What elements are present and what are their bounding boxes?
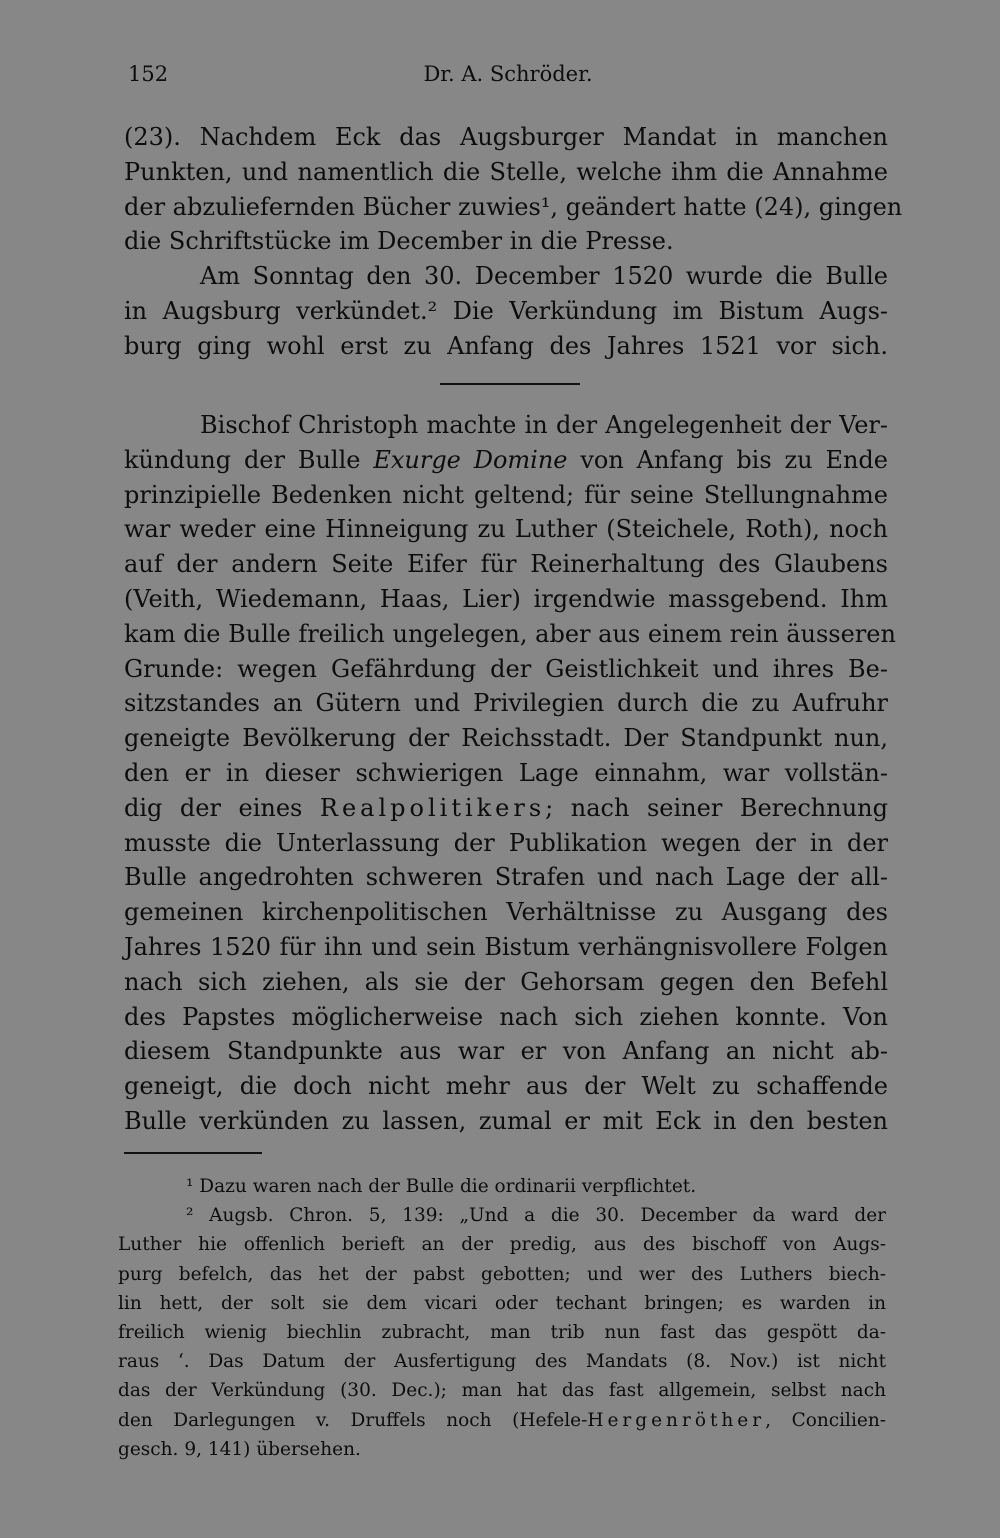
text-line: Bischof Christoph machte in der Angelegenheit der Ver-	[200, 411, 888, 439]
footnote-line: ¹ Dazu waren nach der Bulle die ordinarii verpflichtet.	[186, 1176, 697, 1197]
footnote-line	[118, 1406, 886, 1435]
footnote-line: gesch. 9, 141) übersehen.	[118, 1438, 361, 1460]
text-line: Jahres 1520 für ihn und sein Bistum verhängnisvollere Folgen	[124, 932, 888, 961]
text-line: diesem Standpunkte aus war er von Anfang an nicht ab-	[124, 1037, 888, 1066]
text-line: auf der andern Seite Eifer für Reinerhaltung des Glaubens	[124, 550, 888, 579]
text-line: (23). Nachdem Eck das Augsburger Mandat in manchen	[124, 123, 888, 151]
spaced-term: Realpolitikers	[319, 793, 546, 822]
footnote-line: freilich wienig biechlin zubracht, man trib nun fast das gespött da-	[118, 1321, 886, 1343]
page-number: 152	[128, 62, 169, 86]
text-line: Am Sonntag den 30. December 1520 wurde die Bulle	[200, 262, 888, 291]
text-segment: , Concilien-	[765, 1409, 887, 1431]
text-line: Bulle verkünden zu lassen, zumal er mit Eck in den besten	[124, 1106, 888, 1135]
text-line	[124, 443, 888, 478]
page-header	[128, 62, 888, 92]
text-line: des Papstes möglicherweise nach sich ziehen konnte. Von	[124, 1002, 888, 1031]
text-line: nach sich ziehen, als sie der Gehorsam gegen den Befehl	[124, 967, 888, 996]
text-line: geneigt, die doch nicht mehr aus der Welt zu schaffende	[124, 1072, 888, 1101]
text-line: den er in dieser schwierigen Lage einnahm, war vollstän-	[124, 758, 888, 787]
text-segment: von Anfang bis zu Ende	[567, 445, 889, 474]
text-line: Punkten, und namentlich die Stelle, welche ihm die Annahme	[124, 157, 888, 186]
footnote-line: purg befelch, das het der pabst gebotten; und wer des Luthers biech-	[118, 1263, 886, 1285]
footnote-line: lin hett, der solt sie dem vicari oder techant bringen; es warden in	[118, 1292, 886, 1314]
text-line: Bulle angedrohten schweren Strafen und nach Lage der all-	[124, 863, 888, 892]
text-line: musste die Unterlassung der Publikation wegen der in der	[124, 828, 888, 857]
text-segment: kündung der Bulle	[124, 445, 374, 474]
footnote-line: raus ‘. Das Datum der Ausfertigung des Mandats (8. Nov.) ist nicht	[118, 1351, 886, 1373]
paragraph-block-2	[124, 408, 896, 1139]
footnote-line: das der Verkündung (30. Dec.); man hat das fast allgemein, selbst nach	[118, 1380, 886, 1402]
text-segment: den Darlegungen v. Druffels noch (Hefele-	[118, 1409, 588, 1431]
footnote-line: Luther hie offenlich berieft an der predig, aus des bischoff von Augs-	[118, 1234, 886, 1256]
text-line: Grunde: wegen Gefährdung der Geistlichkeit und ihres Be-	[124, 654, 888, 683]
section-divider	[440, 383, 580, 385]
footnote-divider	[124, 1152, 262, 1154]
text-line: war weder eine Hinneigung zu Luther (Steichele, Roth), noch	[124, 515, 888, 544]
text-line	[124, 791, 888, 826]
text-line: (Veith, Wiedemann, Haas, Lier) irgendwie massgebend. Ihm	[124, 584, 888, 613]
text-line: geneigte Bevölkerung der Reichsstadt. Der Standpunkt nun,	[124, 724, 888, 753]
footnotes	[118, 1172, 886, 1464]
text-segment: dig der eines	[124, 793, 320, 822]
text-line: kam die Bulle freilich ungelegen, aber aus einem rein äusseren	[124, 619, 896, 648]
text-line: burg ging wohl erst zu Anfang des Jahres 1521 vor sich.	[124, 331, 888, 360]
emphasis-title: Exurge Domine	[373, 445, 568, 474]
footnote-line: ² Augsb. Chron. 5, 139: „Und a die 30. December da ward der	[186, 1205, 886, 1227]
running-title: Dr. A. Schröder.	[423, 62, 593, 86]
text-line: in Augsburg verkündet.² Die Verkündung im Bistum Augs-	[124, 296, 888, 325]
text-line: prinzipielle Bedenken nicht geltend; für seine Stellungnahme	[124, 480, 888, 509]
paragraph-block-1	[124, 120, 903, 364]
text-line: gemeinen kirchenpolitischen Verhältnisse zu Ausgang des	[124, 898, 888, 927]
text-line: der abzuliefernden Bücher zuwies¹, geändert hatte (24), gingen	[124, 192, 903, 221]
spaced-term: Hergenröther	[587, 1409, 766, 1431]
text-line: sitzstandes an Gütern und Privilegien durch die zu Aufruhr	[124, 689, 888, 718]
text-line: die Schriftstücke im December in die Presse.	[124, 227, 674, 256]
text-segment: ; nach seiner Berechnung	[545, 793, 888, 822]
